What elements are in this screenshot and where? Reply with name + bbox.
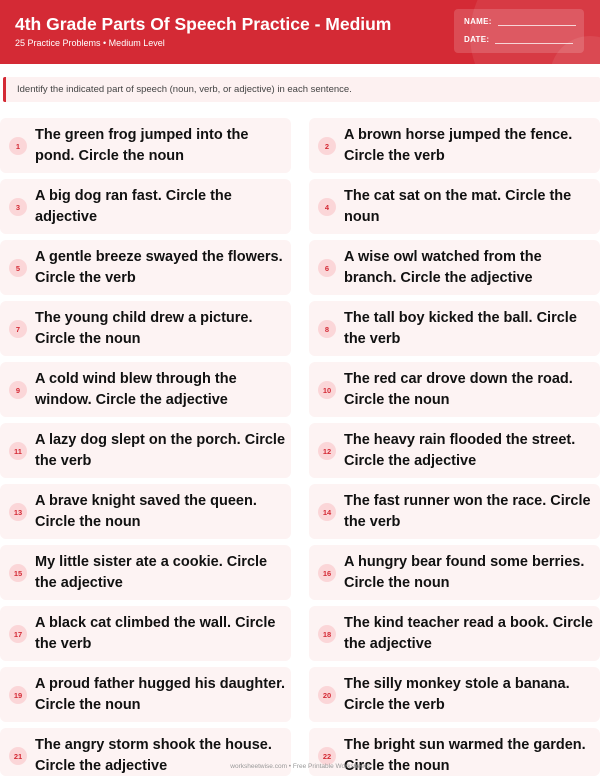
problem-card bbox=[0, 362, 291, 417]
problem-number-badge: 9 bbox=[9, 381, 27, 399]
problem-card bbox=[309, 423, 600, 478]
problem-card bbox=[0, 240, 291, 295]
problem-text: A lazy dog slept on the porch. Circle the verb bbox=[35, 432, 286, 469]
problem-number-badge: 5 bbox=[9, 259, 27, 277]
problem-number-badge: 21 bbox=[9, 747, 27, 765]
problem-text: My little sister ate a cookie. Circle the adjective bbox=[35, 554, 268, 591]
problem-card bbox=[309, 240, 600, 295]
instructions-box bbox=[3, 77, 600, 102]
problem-number-badge: 18 bbox=[318, 625, 336, 643]
problem-text: A black cat climbed the wall. Circle the verb bbox=[35, 615, 276, 652]
problem-text: A big dog ran fast. Circle the adjective bbox=[35, 188, 232, 225]
problem-text: A cold wind blew through the window. Circle the adjective bbox=[35, 371, 237, 408]
problem-number-badge: 7 bbox=[9, 320, 27, 338]
date-label: DATE: bbox=[464, 35, 490, 44]
problem-card bbox=[0, 301, 291, 356]
problem-text: The angry storm shook the house. Circle the adjective bbox=[35, 737, 272, 774]
problem-card bbox=[309, 179, 600, 234]
problem-text: The fast runner won the race. Circle the verb bbox=[344, 493, 591, 530]
problem-number-badge: 1 bbox=[9, 137, 27, 155]
name-label: NAME: bbox=[464, 17, 492, 26]
problem-text: A brave knight saved the queen. Circle the noun bbox=[35, 493, 257, 530]
date-line bbox=[495, 35, 573, 44]
problem-card bbox=[309, 301, 600, 356]
worksheet-header bbox=[0, 0, 600, 64]
problem-number-badge: 17 bbox=[9, 625, 27, 643]
problem-card bbox=[0, 423, 291, 478]
problem-text: The young child drew a picture. Circle the noun bbox=[35, 310, 253, 347]
worksheet-title: 4th Grade Parts Of Speech Practice - Medium bbox=[15, 14, 392, 34]
page-footer: worksheetwise.com • Free Printable Worksheets bbox=[230, 763, 370, 770]
name-line bbox=[498, 17, 576, 26]
name-row bbox=[464, 17, 576, 26]
problem-card bbox=[309, 362, 600, 417]
problem-card bbox=[309, 545, 600, 600]
problem-text: The green frog jumped into the pond. Circle the noun bbox=[35, 127, 249, 164]
problem-card bbox=[0, 484, 291, 539]
problem-text: A gentle breeze swayed the flowers. Circle the verb bbox=[35, 249, 283, 286]
problem-number-badge: 8 bbox=[318, 320, 336, 338]
problem-number-badge: 16 bbox=[318, 564, 336, 582]
problem-number-badge: 11 bbox=[9, 442, 27, 460]
problem-text: The bright sun warmed the garden. Circle the noun bbox=[344, 737, 586, 774]
worksheet-subtitle: 25 Practice Problems • Medium Level bbox=[15, 38, 165, 48]
problem-number-badge: 6 bbox=[318, 259, 336, 277]
problem-text: A proud father hugged his daughter. Circle the noun bbox=[35, 676, 285, 713]
name-date-box bbox=[454, 9, 584, 53]
problem-text: The cat sat on the mat. Circle the noun bbox=[344, 188, 572, 225]
problem-number-badge: 20 bbox=[318, 686, 336, 704]
problem-card bbox=[0, 179, 291, 234]
problem-number-badge: 3 bbox=[9, 198, 27, 216]
problem-number-badge: 22 bbox=[318, 747, 336, 765]
problem-number-badge: 4 bbox=[318, 198, 336, 216]
problem-number-badge: 13 bbox=[9, 503, 27, 521]
problem-text: A hungry bear found some berries. Circle the noun bbox=[344, 554, 585, 591]
instructions-text: Identify the indicated part of speech (noun, verb, or adjective) in each sentence. bbox=[17, 84, 352, 95]
problem-number-badge: 15 bbox=[9, 564, 27, 582]
problem-card bbox=[309, 606, 600, 661]
problem-card bbox=[309, 484, 600, 539]
problem-text: A wise owl watched from the branch. Circle the adjective bbox=[344, 249, 542, 286]
date-row bbox=[464, 35, 573, 44]
problem-text: A brown horse jumped the fence. Circle the verb bbox=[344, 127, 573, 164]
problem-card bbox=[309, 118, 600, 173]
problem-card bbox=[0, 545, 291, 600]
problem-card bbox=[0, 118, 291, 173]
problem-number-badge: 12 bbox=[318, 442, 336, 460]
problem-card bbox=[309, 667, 600, 722]
problem-text: The silly monkey stole a banana. Circle the verb bbox=[344, 676, 570, 713]
problem-number-badge: 2 bbox=[318, 137, 336, 155]
problem-text: The heavy rain flooded the street. Circle the adjective bbox=[344, 432, 576, 469]
problem-number-badge: 14 bbox=[318, 503, 336, 521]
problem-card bbox=[0, 667, 291, 722]
problem-text: The red car drove down the road. Circle the noun bbox=[344, 371, 573, 408]
problem-number-badge: 19 bbox=[9, 686, 27, 704]
problem-text: The tall boy kicked the ball. Circle the verb bbox=[344, 310, 577, 347]
problem-card bbox=[0, 606, 291, 661]
problem-text: The kind teacher read a book. Circle the adjective bbox=[344, 615, 593, 652]
problem-number-badge: 10 bbox=[318, 381, 336, 399]
